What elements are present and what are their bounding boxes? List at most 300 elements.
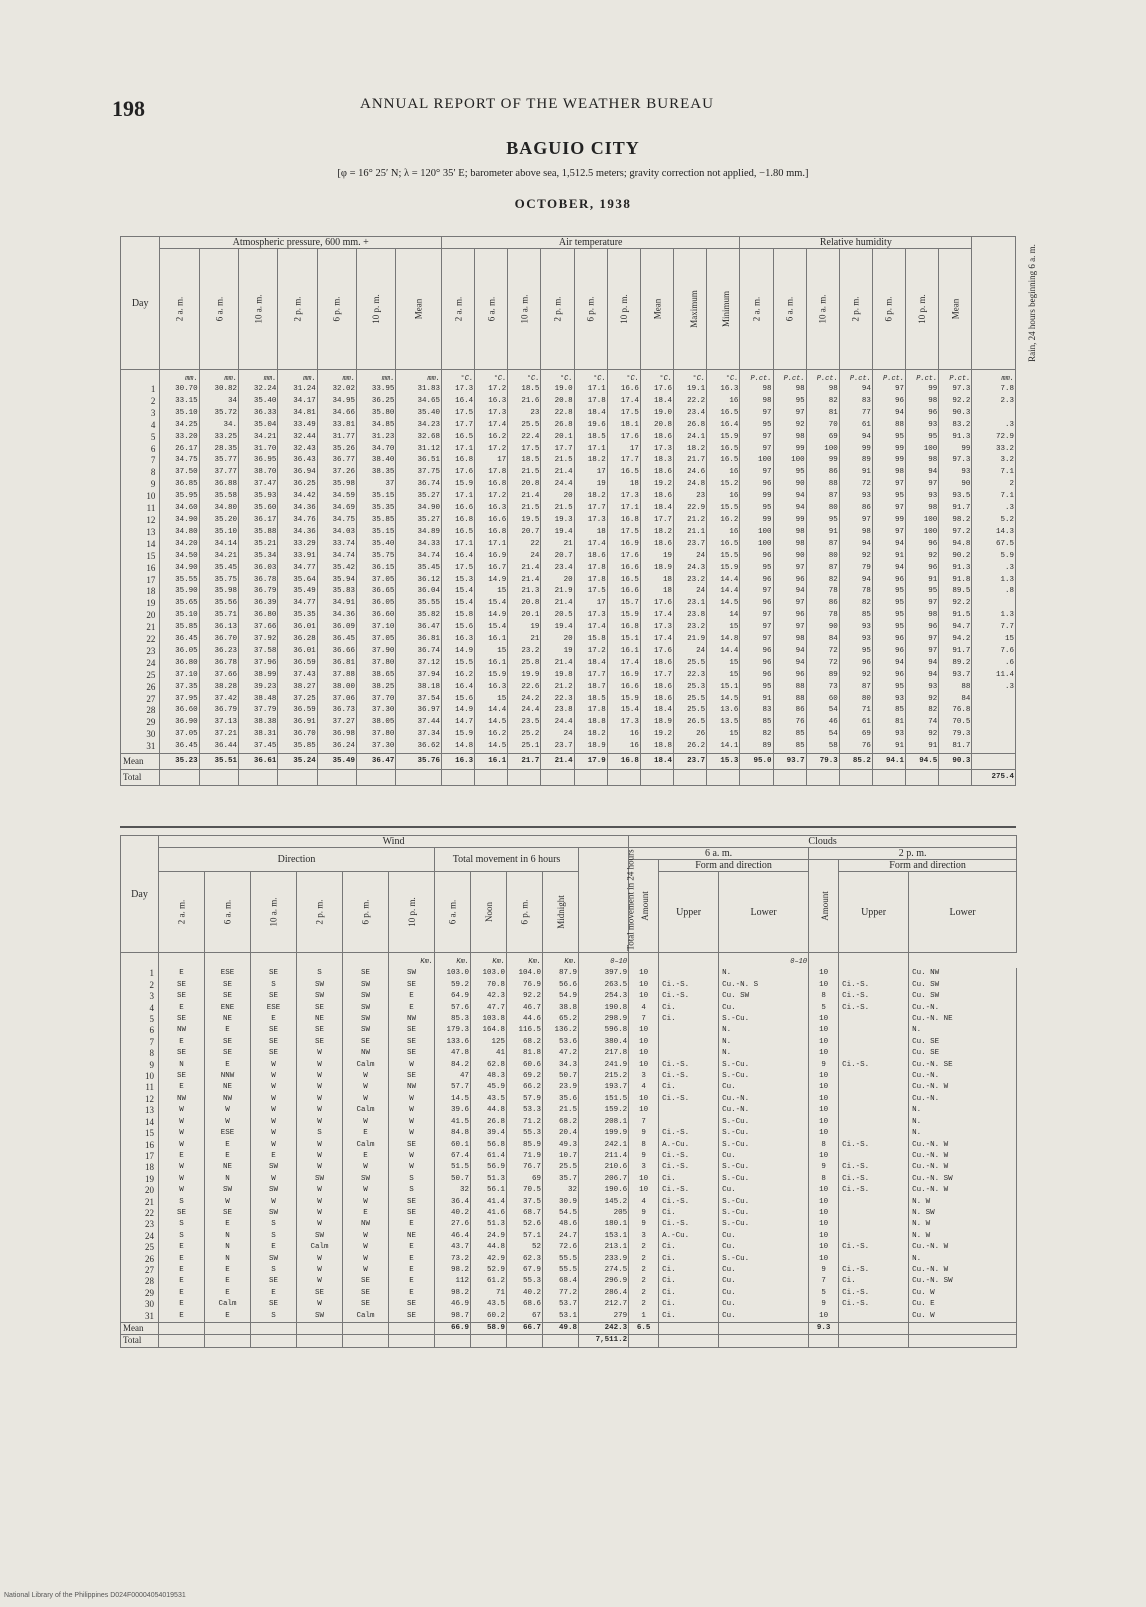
data-cell: 10 (809, 980, 839, 991)
data-cell: 68.4 (543, 1276, 579, 1287)
mean-cell: 242.3 (579, 1323, 629, 1335)
data-cell: W (343, 1082, 389, 1093)
data-cell: .8 (972, 586, 1016, 598)
data-cell: Cu.-N. W (909, 1151, 1017, 1162)
data-cell: E (389, 1276, 435, 1287)
data-cell: Cu.-N. (909, 1094, 1017, 1105)
data-cell: 298.9 (579, 1014, 629, 1025)
data-cell: W (343, 1265, 389, 1276)
total-cell (659, 1335, 719, 1347)
data-cell: 10 (629, 1094, 659, 1105)
data-cell: 17.6 (607, 432, 640, 444)
data-cell: 95 (872, 432, 905, 444)
data-cell: 36.90 (160, 717, 199, 729)
mean-cell (839, 1323, 909, 1335)
data-cell: 50.7 (543, 1071, 579, 1082)
unit-cell: °C. (541, 370, 574, 385)
data-cell: Ci.-S. (839, 1003, 909, 1014)
table-row (121, 1151, 1017, 1162)
table-row (121, 455, 1016, 467)
data-cell: 62.8 (471, 1060, 507, 1071)
data-cell: E (389, 1219, 435, 1230)
data-cell: 94 (773, 646, 806, 658)
data-cell: 96 (740, 670, 773, 682)
data-cell: 99 (872, 515, 905, 527)
data-cell: 33.95 (357, 384, 396, 396)
data-cell: 37.94 (396, 670, 442, 682)
data-cell (659, 1117, 719, 1128)
data-cell: 33.2 (972, 444, 1016, 456)
data-cell: 97 (740, 467, 773, 479)
data-cell: 62.3 (507, 1254, 543, 1265)
data-cell: 14.1 (707, 741, 740, 753)
data-cell: .3 (972, 563, 1016, 575)
data-cell: 55.3 (507, 1276, 543, 1287)
data-cell: 10 (809, 1208, 839, 1219)
pressure-group-header: Atmospheric pressure, 600 mm. + (160, 237, 442, 249)
data-cell: 97 (740, 622, 773, 634)
data-cell: 89 (806, 670, 839, 682)
data-cell: 36.77 (317, 455, 356, 467)
data-cell: 18.8 (574, 717, 607, 729)
mean-cell (389, 1323, 435, 1335)
data-cell: Ci. (659, 1082, 719, 1093)
data-cell: 36.44 (199, 741, 238, 753)
data-cell: 17.4 (574, 622, 607, 634)
data-cell: 97.3 (939, 455, 972, 467)
data-cell: W (297, 1208, 343, 1219)
data-cell: 37.70 (357, 694, 396, 706)
data-cell: 16 (607, 729, 640, 741)
data-cell: 98 (906, 396, 939, 408)
data-cell: 18.6 (640, 658, 673, 670)
data-cell: 274.5 (579, 1265, 629, 1276)
data-cell: 3 (629, 1071, 659, 1082)
data-cell: SW (297, 991, 343, 1002)
data-cell: SW (297, 980, 343, 991)
data-cell: 17.4 (607, 396, 640, 408)
data-cell: 97 (773, 598, 806, 610)
data-cell: 35.65 (160, 598, 199, 610)
data-cell: 37.10 (160, 670, 199, 682)
data-cell: 34.23 (396, 420, 442, 432)
unit-cell (121, 953, 159, 969)
data-cell: 26.8 (674, 420, 707, 432)
data-cell: Ci. (659, 1265, 719, 1276)
data-cell: Ci. (839, 1276, 909, 1287)
data-cell: 37.27 (317, 717, 356, 729)
data-cell: 86 (806, 467, 839, 479)
data-cell: 35.49 (278, 586, 317, 598)
data-cell: 82 (906, 705, 939, 717)
data-cell: Calm (297, 1242, 343, 1253)
direction-header: Direction (159, 848, 435, 872)
data-cell: 16.5 (442, 527, 475, 539)
data-cell: 45.9 (471, 1082, 507, 1093)
data-cell: E (205, 1288, 251, 1299)
data-cell: 21.3 (508, 586, 541, 598)
data-cell: 72 (806, 658, 839, 670)
data-cell: 35.40 (357, 539, 396, 551)
data-cell: 37.05 (357, 575, 396, 587)
data-cell: 85.3 (435, 1014, 471, 1025)
data-cell: Cu.-N. SW (909, 1174, 1017, 1185)
data-cell: 46 (806, 717, 839, 729)
data-cell: 89.2 (939, 658, 972, 670)
data-cell: 10 (629, 991, 659, 1002)
mean-cell: 16.1 (475, 754, 508, 770)
data-cell: 15.9 (607, 610, 640, 622)
data-cell: 17.7 (640, 515, 673, 527)
data-cell: 71 (839, 705, 872, 717)
data-cell: W (343, 1071, 389, 1082)
data-cell: 93 (872, 729, 905, 741)
data-cell: 35.7 (543, 1174, 579, 1185)
data-cell: 24 (541, 729, 574, 741)
data-cell: 96 (740, 646, 773, 658)
data-cell: 37.96 (239, 658, 278, 670)
data-cell: 94.7 (939, 622, 972, 634)
data-cell: 24.7 (543, 1231, 579, 1242)
data-cell (659, 1048, 719, 1059)
unit-cell: °C. (607, 370, 640, 385)
temp-hour-header: 10 p. m. (607, 249, 640, 370)
data-cell: 17.1 (607, 503, 640, 515)
data-cell (839, 968, 909, 979)
data-cell: NW (343, 1048, 389, 1059)
data-cell: 36.74 (396, 646, 442, 658)
data-cell: 37.34 (396, 729, 442, 741)
table-row (121, 479, 1016, 491)
data-cell: 17.4 (640, 634, 673, 646)
data-cell: 53.1 (543, 1311, 579, 1323)
data-cell: 18 (640, 575, 673, 587)
data-cell: 97 (906, 479, 939, 491)
data-cell: A.-Cu. (659, 1231, 719, 1242)
day-cell: 22 (121, 634, 160, 646)
data-cell: Calm (343, 1311, 389, 1323)
data-cell: 35.72 (199, 408, 238, 420)
day-cell: 3 (121, 408, 160, 420)
data-cell: E (159, 1299, 205, 1310)
data-cell: 34.14 (199, 539, 238, 551)
data-cell: 213.1 (579, 1242, 629, 1253)
data-cell: N (159, 1060, 205, 1071)
data-cell: 34.77 (278, 563, 317, 575)
wind-group-header: Wind (159, 836, 629, 848)
data-cell: 13.6 (707, 705, 740, 717)
data-cell: 95 (773, 396, 806, 408)
data-cell: 16.4 (442, 551, 475, 563)
data-cell: 47.2 (543, 1048, 579, 1059)
data-cell: 98 (906, 610, 939, 622)
table-row (121, 515, 1016, 527)
data-cell: 26.5 (674, 717, 707, 729)
data-cell: 16 (707, 467, 740, 479)
data-cell: 5.2 (972, 515, 1016, 527)
data-cell: Cu. SW (909, 980, 1017, 991)
data-cell: 68.2 (507, 1037, 543, 1048)
data-cell: 15.7 (607, 598, 640, 610)
data-cell: 23.2 (674, 622, 707, 634)
data-cell: Cu. W (909, 1288, 1017, 1299)
data-cell: 20.7 (541, 551, 574, 563)
data-cell: 72.6 (543, 1242, 579, 1253)
data-cell: 136.2 (543, 1025, 579, 1036)
data-cell: 15.8 (574, 634, 607, 646)
data-cell: 15.2 (707, 479, 740, 491)
data-cell: Ci. (659, 1242, 719, 1253)
day-cell: 24 (121, 658, 160, 670)
total-cell (475, 770, 508, 786)
day-cell: 26 (121, 1254, 159, 1265)
data-cell: 56.9 (471, 1162, 507, 1173)
data-cell: 97 (773, 622, 806, 634)
data-cell: 15.9 (607, 694, 640, 706)
data-cell: SE (389, 1197, 435, 1208)
data-cell: 38.99 (239, 670, 278, 682)
data-cell: 36.05 (160, 646, 199, 658)
data-cell: 21.4 (541, 467, 574, 479)
data-cell: W (251, 1140, 297, 1151)
data-cell: 98 (872, 467, 905, 479)
data-cell: N (205, 1231, 251, 1242)
data-cell: 81.8 (507, 1048, 543, 1059)
data-cell: Cu. SW (909, 991, 1017, 1002)
data-cell: 95 (773, 467, 806, 479)
data-cell: 17.6 (640, 384, 673, 396)
data-cell: 31.70 (239, 444, 278, 456)
data-cell (839, 1219, 909, 1230)
data-cell: SE (389, 1037, 435, 1048)
data-cell: 17.6 (442, 467, 475, 479)
data-cell: 9 (809, 1299, 839, 1310)
data-cell: 55.5 (543, 1254, 579, 1265)
data-cell: 16.2 (442, 670, 475, 682)
data-cell: 37.92 (239, 634, 278, 646)
data-cell: 17.8 (574, 563, 607, 575)
humidity-hour-header: 10 p. m. (906, 249, 939, 370)
total-cell (160, 770, 199, 786)
data-cell: 57.1 (507, 1231, 543, 1242)
total-cell (629, 1335, 659, 1347)
data-cell: 17.7 (442, 420, 475, 432)
data-cell (972, 598, 1016, 610)
data-cell: 61 (839, 717, 872, 729)
total-label: Total (121, 1335, 159, 1347)
data-cell: 91 (839, 467, 872, 479)
data-cell: 35.95 (160, 491, 199, 503)
data-cell: 34.33 (396, 539, 442, 551)
data-cell: 16.4 (707, 420, 740, 432)
day-cell: 1 (121, 968, 159, 979)
data-cell: 35.85 (160, 622, 199, 634)
total-cell (607, 770, 640, 786)
total-cell (343, 1335, 389, 1347)
data-cell: 60.1 (435, 1140, 471, 1151)
data-cell: 15.1 (707, 682, 740, 694)
data-cell: 56.1 (471, 1185, 507, 1196)
data-cell: W (389, 1162, 435, 1173)
total-cell (674, 770, 707, 786)
data-cell: 94 (872, 658, 905, 670)
data-cell: 69 (507, 1174, 543, 1185)
data-cell: 53.7 (543, 1299, 579, 1310)
data-cell: 15.9 (707, 563, 740, 575)
data-cell: 286.4 (579, 1288, 629, 1299)
data-cell: 15.4 (475, 622, 508, 634)
data-cell: N. (909, 1105, 1017, 1116)
data-cell: 100 (740, 527, 773, 539)
data-cell: 44.6 (507, 1014, 543, 1025)
data-cell (839, 1151, 909, 1162)
unit-cell: °C. (442, 370, 475, 385)
data-cell: 84 (939, 694, 972, 706)
day-cell: 25 (121, 670, 160, 682)
data-cell: 88 (773, 694, 806, 706)
data-cell (839, 1094, 909, 1105)
data-cell: SE (251, 1299, 297, 1310)
data-cell: SE (159, 1048, 205, 1059)
movement-24h-header: Total movement in 24 hours (579, 848, 629, 953)
data-cell: 76.8 (939, 705, 972, 717)
data-cell: 34.85 (357, 420, 396, 432)
data-cell: E (343, 1208, 389, 1219)
data-cell: 35.85 (278, 741, 317, 753)
data-cell: 38.38 (239, 717, 278, 729)
data-cell: 18 (640, 586, 673, 598)
data-cell: 38.28 (199, 682, 238, 694)
data-cell: 21.6 (508, 396, 541, 408)
data-cell: 97 (773, 408, 806, 420)
data-cell: 1.3 (972, 575, 1016, 587)
data-cell: N. (719, 968, 809, 979)
data-cell: W (159, 1162, 205, 1173)
data-cell: 9 (629, 1151, 659, 1162)
day-cell: 28 (121, 705, 160, 717)
data-cell: 3.2 (972, 455, 1016, 467)
data-cell: 24.9 (471, 1231, 507, 1242)
data-cell: 14.4 (475, 705, 508, 717)
day-cell: 6 (121, 1025, 159, 1036)
data-cell: 21.4 (508, 575, 541, 587)
data-cell: 32 (543, 1185, 579, 1196)
data-cell: 34.50 (160, 551, 199, 563)
data-cell: 91.3 (939, 432, 972, 444)
data-cell: 4 (629, 1197, 659, 1208)
temp-minimum-header: Minimum (707, 249, 740, 370)
pressure-hour-header: 10 p. m. (357, 249, 396, 370)
data-cell: W (251, 1071, 297, 1082)
data-cell: 21 (541, 539, 574, 551)
data-cell: 21.4 (508, 563, 541, 575)
data-cell: 98 (740, 384, 773, 396)
data-cell: 100 (906, 515, 939, 527)
day-cell: 25 (121, 1242, 159, 1253)
data-cell: 93.5 (939, 491, 972, 503)
data-cell: 35.71 (199, 610, 238, 622)
data-cell: 96 (740, 551, 773, 563)
mean-cell: 94.5 (906, 754, 939, 770)
day-cell: 9 (121, 1060, 159, 1071)
data-cell: SW (251, 1254, 297, 1265)
data-cell: 91 (872, 551, 905, 563)
data-cell: 36.59 (278, 658, 317, 670)
table-row (121, 1276, 1017, 1287)
data-cell: 37.66 (239, 622, 278, 634)
data-cell: 10 (629, 968, 659, 979)
data-cell: S.-Cu. (719, 1174, 809, 1185)
data-cell: W (205, 1117, 251, 1128)
data-cell: 22.4 (508, 432, 541, 444)
data-cell (972, 741, 1016, 753)
data-cell: 26.17 (160, 444, 199, 456)
data-cell: 296.9 (579, 1276, 629, 1287)
data-cell: 9 (809, 1162, 839, 1173)
data-cell: 93 (939, 467, 972, 479)
table-row (121, 622, 1016, 634)
data-cell: 16 (707, 491, 740, 503)
data-cell: E (205, 1311, 251, 1323)
data-cell: SW (297, 1231, 343, 1242)
data-cell: 17.1 (442, 539, 475, 551)
data-cell: SE (389, 1071, 435, 1082)
data-cell: 99 (806, 455, 839, 467)
data-cell: 37.47 (239, 479, 278, 491)
data-cell: S.-Cu. (719, 1060, 809, 1071)
data-cell: 85 (740, 717, 773, 729)
unit-cell: Km. (543, 953, 579, 969)
data-cell: 52.6 (507, 1219, 543, 1230)
data-cell: 16.4 (442, 396, 475, 408)
data-cell: N. W (909, 1231, 1017, 1242)
data-cell: 38.25 (357, 682, 396, 694)
data-cell: 24.4 (541, 479, 574, 491)
data-cell: 212.7 (579, 1299, 629, 1310)
data-cell: 16.8 (607, 622, 640, 634)
data-cell: 20 (541, 634, 574, 646)
data-cell: W (297, 1219, 343, 1230)
data-cell: 36.25 (278, 479, 317, 491)
data-cell: 16.6 (475, 515, 508, 527)
data-cell: 36.60 (357, 610, 396, 622)
data-cell: 397.9 (579, 968, 629, 979)
data-cell: 85.9 (507, 1140, 543, 1151)
data-cell: 15.1 (607, 634, 640, 646)
data-cell: 17.5 (574, 586, 607, 598)
data-cell: E (389, 991, 435, 1002)
data-cell: 16.2 (475, 432, 508, 444)
data-cell: W (297, 1094, 343, 1105)
data-cell: 14.4 (707, 646, 740, 658)
data-cell (839, 1208, 909, 1219)
total-cell (317, 770, 356, 786)
data-cell: 18.4 (640, 705, 673, 717)
data-cell: 56.8 (471, 1140, 507, 1151)
unit-cell: P.ct. (839, 370, 872, 385)
data-cell: Ci.-S. (839, 1162, 909, 1173)
data-cell: 17.6 (640, 598, 673, 610)
data-cell: 97 (872, 503, 905, 515)
data-cell: 49.3 (543, 1140, 579, 1151)
data-cell: .3 (972, 682, 1016, 694)
data-cell: 34.36 (317, 610, 356, 622)
total-cell (278, 770, 317, 786)
table2-body (121, 953, 1017, 1348)
data-cell: N. (909, 1025, 1017, 1036)
data-cell: 94 (773, 503, 806, 515)
data-cell: 14.5 (707, 694, 740, 706)
